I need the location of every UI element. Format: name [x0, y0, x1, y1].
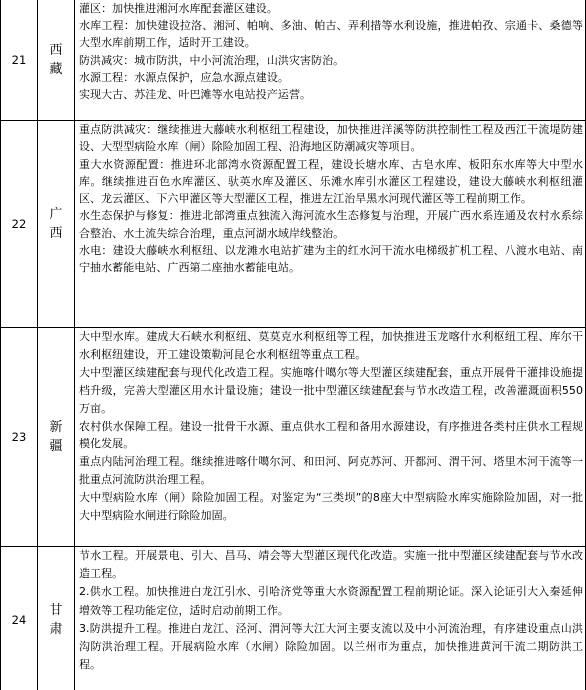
table-row: [1, 121, 586, 328]
region-char: 肃: [49, 621, 63, 637]
region-cell: [38, 121, 75, 328]
region-cell: [38, 547, 75, 690]
paragraph: 灌区：加快推进湘河水库配套灌区建设。: [79, 2, 278, 15]
paragraph: 水电：建设大藤峡水利枢纽、以龙滩水电站扩建为主的红水河干流水电梯级扩机工程、八渡水电站、南宁抽水蓄能电站、广西第二座抽水蓄能电站。: [79, 244, 583, 275]
paragraph: 水生态保护与修复：推进北部湾重点独流入海河流水生态修复与治理，开展广西水系连通及农村水系综合整治、水土流失综合治理，重点河湖水域岸线整治。: [79, 209, 583, 240]
paragraph: 重点防洪减灾：继续推进大藤峡水利枢纽工程建设，加快推进洋溪等防洪控制性工程及西江干流堤防建设、大型型病险水库（闸）除险加固工程、沿海地区防潮减灾等项目。: [79, 123, 583, 154]
region-char: 西: [49, 226, 63, 241]
row-number: 23: [1, 328, 38, 547]
content-cell: [75, 0, 586, 121]
paragraph: 实现大古、苏洼龙、叶巴滩等水电站投产运营。: [79, 88, 312, 102]
row-number: 21: [1, 0, 38, 121]
row-number: 24: [1, 547, 38, 690]
paragraph: 节水工程。开展景电、引大、昌马、靖会等大型灌区现代化改造。实施一批中型灌区续建配套与节水改造工程。: [79, 549, 583, 581]
region-char: 疆: [49, 439, 63, 454]
content-cell: [75, 328, 586, 547]
paragraph: 大中型病险水库（闸）除险加固工程。对鉴定为“三类坝”的8座大中型病险水库实施除险加固，对一批大中型病险水闸进行除险加固。: [79, 491, 583, 523]
region-cell: [38, 328, 75, 547]
region-char: 新: [49, 420, 63, 435]
paragraph: 大中型水库。建成大石峡水利枢纽、莫莫克水利枢纽等工程，加快推进玉龙喀什水利枢纽工程、库尔干水利枢纽建设，开工建设策勒河昆仑水利枢纽等重点工程。: [79, 330, 583, 361]
paragraph: 农村供水保障工程。建设一批骨干水源、重点供水工程和备用水源建设，有序推进各类村庄供水工程规模化发展。: [79, 419, 583, 451]
table-row: [1, 547, 586, 690]
table-row: [1, 328, 586, 547]
paragraph: 防洪减灾：城市防洪，中小河流治理，山洪灾害防治。: [79, 53, 345, 67]
content-cell: [75, 121, 586, 328]
region-char: 藏: [49, 62, 63, 77]
paragraph: 水源工程：水源点保护，应急水源点建设。: [79, 70, 289, 84]
table-row: [1, 0, 586, 121]
region-char: 西: [49, 43, 63, 58]
row-number: 22: [1, 121, 38, 328]
paragraph: 3.防洪提升工程。推进白龙江、泾河、渭河等大江大河主要支流以及中小河流治理，有序建设重点山洪沟防洪治理工程。开展病险水库（水闸）除险加固。以兰州市为重点，加快推进黄河干流二期防洪工程。: [79, 621, 583, 672]
content-cell: [75, 547, 586, 690]
region-char: 甘: [49, 602, 63, 618]
paragraph: 水库工程：加快建设拉洛、湘河、帕响、多油、帕古、弄利措等水利设施，推进帕孜、宗通卡、桑德等大型水库前期工作，适时开工建设。: [79, 19, 583, 50]
paragraph: 重大水资源配置：推进环北部湾水资源配置工程，建设长塘水库、古皂水库、板阳东水库等大中型水库。继续推进百色水库灌区、驮英水库及灌区、乐滩水库引水灌区工程建设，建设大藤峡水利枢纽灌区、龙云灌区、下六甲灌区等大型灌区工程，推进左江治旱黑水河现代灌区等工程前期工作。: [79, 157, 583, 206]
region-char: 广: [49, 207, 63, 222]
region-cell: [38, 0, 75, 121]
paragraph: 2.供水工程。加快推进白龙江引水、引哈济党等重大水资源配置工程前期论证。深入论证引大入秦延伸增效等工程功能定位，适时启动前期工作。: [79, 585, 583, 617]
paragraph: 大中型灌区续建配套与现代化改造工程。实施喀什噶尔等大型灌区续建配套，重点开展骨干灌排设施提档升级，完善大型灌区用水计量设施；建设一批中型灌区续建配套与节水改造工程，改善灌溉面积550万亩。: [79, 365, 583, 415]
paragraph: 重点内陆河治理工程。继续推进喀什噶尔河、和田河、阿克苏河、开都河、渭干河、塔里木河干流等一批重点河流防洪治理工程。: [79, 455, 583, 487]
